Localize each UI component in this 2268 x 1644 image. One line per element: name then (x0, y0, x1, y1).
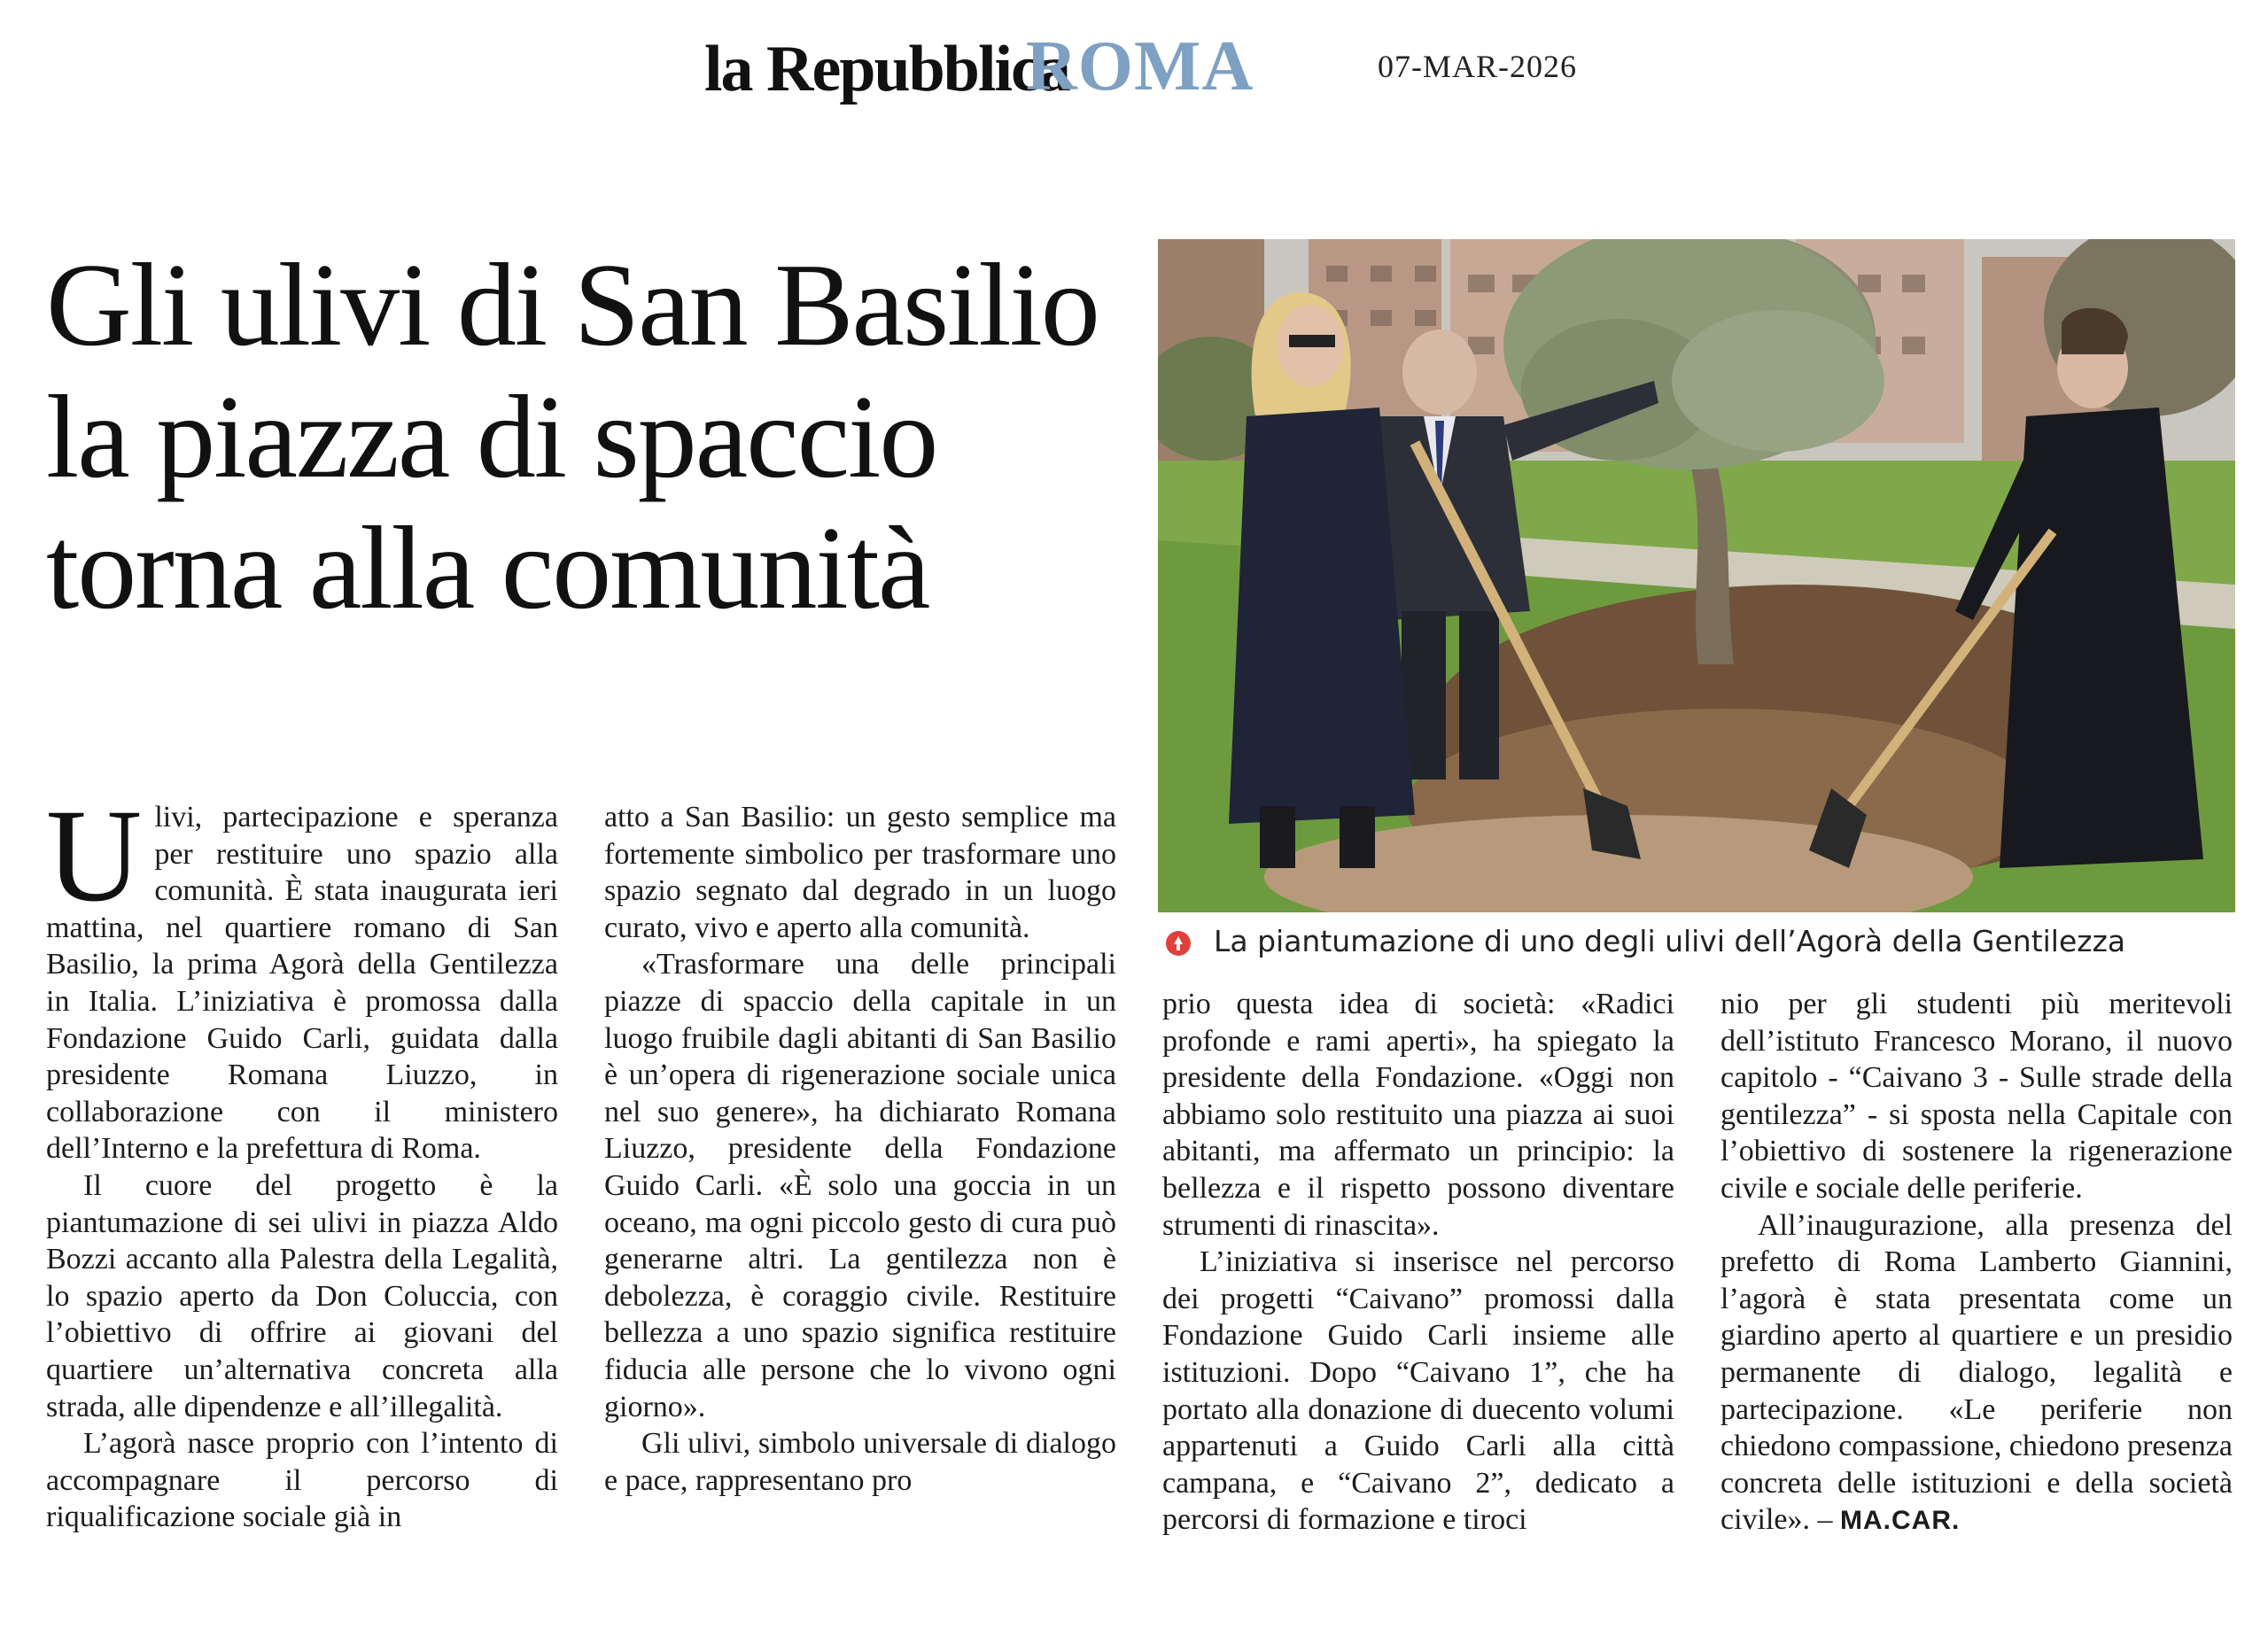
dropcap: U (46, 782, 143, 929)
article-paragraph: prio questa idea di società: «Radici profonde e rami aperti», ha spiegato la presidente della Fondazione. «Oggi non abbiamo solo restituito una piazza ai suoi abitanti, ma affermato un principio: la bellezza e il rispetto possono diventare strumenti di rinascita». (1162, 988, 1674, 1242)
article-column-3 (1162, 986, 1674, 1539)
article-paragraph: Il cuore del progetto è la piantumazione di sei ulivi in piazza Aldo Bozzi accanto alla Palestra della Legalità, lo spazio aperto da Don Coluccia, con l’obiettivo di offrire ai giovani del quartiere un’alternativa concreta alla strada, alle dipendenze e all’illegalità. (46, 1168, 558, 1423)
author-signature: MA.CAR. (1840, 1506, 1961, 1536)
article-column-2 (604, 799, 1116, 1499)
edition-logo: ROMA (1026, 27, 1254, 105)
article-paragraph: L’iniziativa si inserisce nel percorso dei progetti “Caivano” promossi dalla Fondazione Guido Carli insieme alle istituzioni. Dopo “Caivano 1”, che ha portato alla donazione di duecento volumi appartenuti a Guido Carli alla città campana, e “Caivano 2”, dedicato a percorsi di formazione e tiroci (1162, 1245, 1674, 1537)
tree-planting-photo-icon (1158, 239, 2235, 912)
headline-line: torna alla comunità (46, 502, 929, 634)
article-paragraph: «Trasformare una delle principali piazze di spaccio della capitale in un luogo fruibile dagli abitanti di San Basilio è un’opera di rigenerazione sociale unica nel suo genere», ha dichiarato Romana Liuzzo, presidente della Fondazione Guido Carli. «È solo una goccia in un oceano, ma ogni piccolo gesto di cura può generarne altri. La gentilezza non è debolezza, è coraggio civile. Restituire bellezza a uno spazio significa restituire fiducia alle persone che lo vivono ogni giorno». (604, 948, 1116, 1423)
headline-line: la piazza di spaccio (46, 370, 937, 502)
masthead (0, 19, 2268, 117)
article-headline (46, 239, 1145, 634)
article-photo (1158, 239, 2235, 912)
paragraph-text: livi, partecipazione e speranza per restituire uno spazio alla comunità. È stata inaugurata ieri mattina, nel quartiere romano di San Basilio, la prima Agorà della Gentilezza in Italia. L’iniziativa è promossa dalla Fondazione Guido Carli, guidata dalla presidente Romana Liuzzo, in collaborazione con il ministero dell’Interno e la prefettura di Roma. (46, 801, 558, 1166)
newspaper-logo: la Repubblica (704, 33, 1069, 105)
article-paragraph (46, 782, 558, 1167)
article-paragraph: Gli ulivi, simbolo universale di dialogo e pace, rappresentano pro (604, 1427, 1116, 1497)
article-paragraph: nio per gli studenti più meritevoli dell’istituto Francesco Morano, il nuovo capitolo - “Caivano 3 - Sulle strade della gentilezza” - si sposta nella Capitale con l’obiettivo di sostenere la rigenerazione civile e sociale delle periferie. (1720, 988, 2233, 1205)
article-paragraph (1720, 1207, 2233, 1539)
headline-line: Gli ulivi di San Basilio (46, 239, 1099, 370)
paragraph-text: All’inaugurazione, alla presenza del prefetto di Roma Lamberto Giannini, l’agorà è stata presentata come un giardino aperto al quartiere e un presidio permanente di dialogo, legalità e partecipazione. «Le periferie non chiedono compassione, chiedono presenza concreta delle istituzioni e della società civile». – (1720, 1208, 2233, 1537)
article-column-4 (1720, 986, 2233, 1539)
arrow-up-circle-icon (1166, 931, 1191, 956)
photo-caption (1162, 921, 2225, 965)
issue-date: 07-MAR-2026 (1378, 49, 1577, 84)
article-paragraph: atto a San Basilio: un gesto semplice ma fortemente simbolico per trasformare uno spazio segnato dal degrado in un luogo curato, vivo e aperto alla comunità. (604, 801, 1116, 944)
article-column-1 (46, 782, 558, 1536)
photo-caption-text: La piantumazione di uno degli ulivi dell’Agorà della Gentilezza (1214, 924, 2126, 958)
article-paragraph: L’agorà nasce proprio con l’intento di accompagnare il percorso di riqualificazione sociale già in (46, 1427, 558, 1534)
